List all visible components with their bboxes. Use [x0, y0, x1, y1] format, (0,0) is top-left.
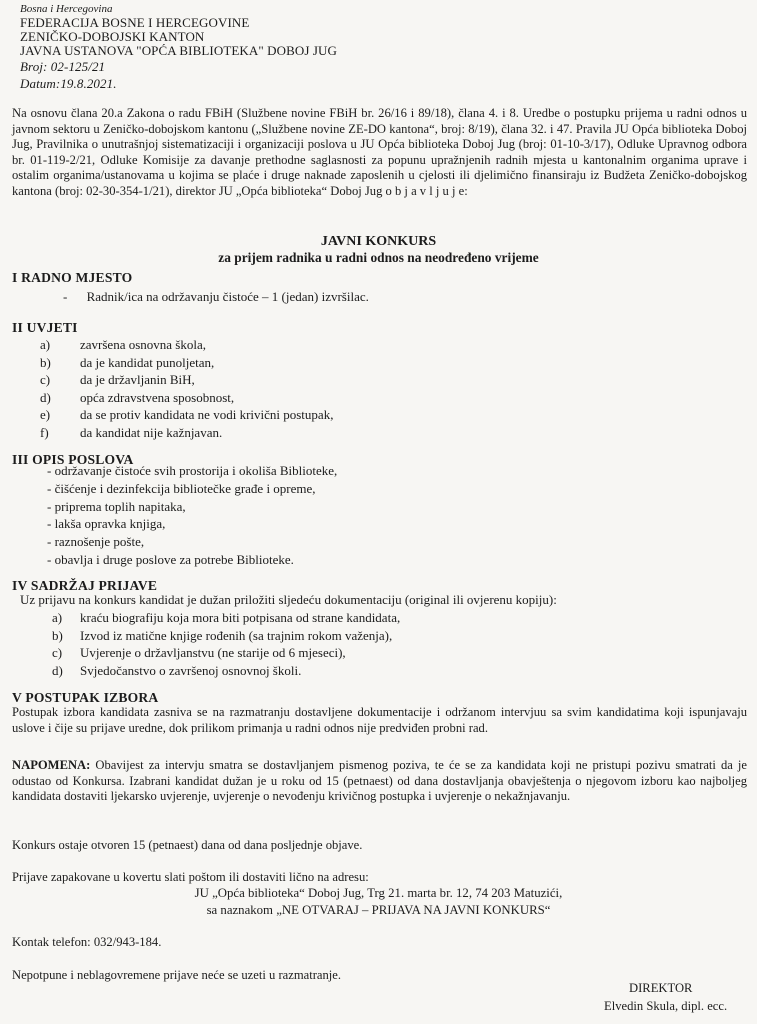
- list-item: - priprema toplih napitaka,: [47, 498, 186, 514]
- letterhead: [20, 2, 337, 91]
- incomplete-applications-note: Nepotpune i neblagovremene prijave neće se uzeti u razmatranje.: [12, 968, 342, 982]
- note-label: NAPOMENA:: [12, 758, 91, 772]
- title-subtitle: za prijem radnika u radni odnos na neodređeno vrijeme: [218, 250, 539, 265]
- envelope-marking: sa naznakom „NE OTVARAJ – PRIJAVA NA JAVNI KONKURS“: [206, 903, 551, 917]
- section-heading-uvjeti: II UVJETI: [12, 320, 78, 335]
- position-text: Radnik/ica na održavanju čistoće – 1 (jedan) izvršilac.: [86, 289, 369, 304]
- list-item: c) da je državljanin BiH,: [40, 372, 195, 387]
- list-item: d) opća zdravstvena sposobnost,: [40, 389, 235, 405]
- title-main: JAVNI KONKURS: [320, 234, 437, 249]
- list-item: - održavanje čistoće svih prostorija i okoliša Biblioteke,: [47, 463, 338, 478]
- send-instructions: Prijave zapakovane u kovertu slati poštom ili dostaviti lično na adresu:: [12, 870, 369, 884]
- open-period-text: Konkurs ostaje otvoren 15 (petnaest) dana od dana posljednje objave.: [12, 838, 363, 852]
- section-heading-opis-poslova: III OPIS POSLOVA: [12, 452, 134, 467]
- list-item: d) Svjedočanstvo o završenoj osnovnoj školi.: [52, 662, 302, 678]
- signature-role: DIREKTOR: [629, 981, 693, 995]
- country-line: Bosna i Hercegovina: [20, 3, 113, 15]
- documents-list: [52, 609, 552, 679]
- list-item: a) završena osnovna škola,: [40, 337, 206, 352]
- federation-line: FEDERACIJA BOSNE I HERCEGOVINE: [20, 15, 250, 30]
- list-item: b) Izvod iz matične knjige rođenih (sa trajnim rokom važenja),: [52, 627, 393, 643]
- duties-list: [47, 462, 507, 569]
- section-heading-sadrzaj-prijave: IV SADRŽAJ PRIJAVE: [12, 578, 158, 593]
- institution-line: JAVNA USTANOVA "OPĆA BIBLIOTEKA" DOBOJ JUG: [20, 43, 338, 58]
- list-item: a) kraću biografiju koja mora biti potpisana od strane kandidata,: [52, 610, 401, 625]
- contact-phone: Kontak telefon: 032/943-184.: [12, 935, 162, 949]
- document-date: Datum:19.8.2021.: [20, 76, 117, 91]
- note-text: Obavijest za intervju smatra se dostavljanjem pismenog poziva, te će se za kandidata koji ne pristupi pozivu smatrati da je odustao od Konkursa. Izabrani kandidat dužan je u roku od 15 (petnaest) od dana dostavljanja obavještenja o njegovom izboru kao najboljeg kandidata dostaviti ljekarsko uvjerenje, uvjerenje o nevođenju krivičnog postupka i uvjerenje o nekažnjavanju.: [12, 758, 747, 803]
- signature-name: Elvedin Skula, dipl. ecc.: [604, 999, 728, 1013]
- application-lead: Uz prijavu na konkurs kandidat je dužan priložiti sljedeću dokumentaciju (original ili ovjerenu kopiju):: [20, 592, 557, 607]
- list-item: - čišćenje i dezinfekcija bibliotečke građe i opreme,: [47, 480, 316, 496]
- note-paragraph: [12, 758, 747, 805]
- section-heading-radno-mjesto: I RADNO MJESTO: [12, 270, 133, 285]
- selection-procedure-text: Postupak izbora kandidata zasniva se na razmatranju dostavljene dokumentacije i održanom intervjuu sa svim kandidatima koji ispunjavaju uslove i čije su prijave uredne, dok prilikom primanja u radni odnos nije predviđen probni rad.: [12, 705, 747, 735]
- list-item: - raznošenje pošte,: [47, 534, 145, 550]
- list-item: - obavlja i druge poslove za potrebe Biblioteke.: [47, 551, 294, 567]
- document-title: [0, 234, 757, 266]
- mailing-address: JU „Opća biblioteka“ Doboj Jug, Trg 21. marta br. 12, 74 203 Matuzići,: [194, 886, 563, 900]
- document-number: Broj: 02-125/21: [20, 59, 106, 74]
- list-item: - lakša opravka knjiga,: [47, 516, 166, 532]
- conditions-list: [40, 336, 500, 441]
- list-item: b) da je kandidat punoljetan,: [40, 354, 215, 370]
- section-heading-postupak-izbora: V POSTUPAK IZBORA: [12, 690, 159, 705]
- intro-paragraph: Na osnovu člana 20.a Zakona o radu FBiH (Službene novine FBiH br. 26/16 i 89/18), člana 4. i 8. Uredbe o postupku prijema u radni odnos u javnom sektoru u Zeničko-dobojskom kantonu („Službene novine ZE-DO kantona“, broj: 8/19), člana 32. i 47. Pravila JU Opća biblioteka Doboj Jug, Pravilnika o unutrašnjoj sistematizaciji i organizaciji poslova u JU Opća biblioteka Doboj Jug (broj: 01-10-3/17), Odluke Upravnog odbora br. 01-119-2/21, Odluke Komisije za davanje prethodne saglasnosti za popunu upražnjenih radnih mjesta u kantonalnim organima uprave i ostalim organima/ustanovama u kojima se plaće i druge naknade zaposlenih u cjelosti ili djelimično finansiraju iz Budžeta Zeničko-dobojskog kantona (broj: 02-30-354-1/21), direktor JU „Opća biblioteka“ Doboj Jug o b j a v l j u j e:: [12, 106, 747, 198]
- list-item: e) da se protiv kandidata ne vodi krivični postupak,: [40, 407, 334, 422]
- position-item: [63, 288, 369, 306]
- list-item: c) Uvjerenje o državljanstvu (ne starije od 6 mjeseci),: [52, 645, 346, 660]
- canton-line: ZENIČKO-DOBOJSKI KANTON: [20, 29, 205, 44]
- list-item: f) da kandidat nije kažnjavan.: [40, 424, 223, 440]
- dash-bullet: -: [63, 289, 68, 304]
